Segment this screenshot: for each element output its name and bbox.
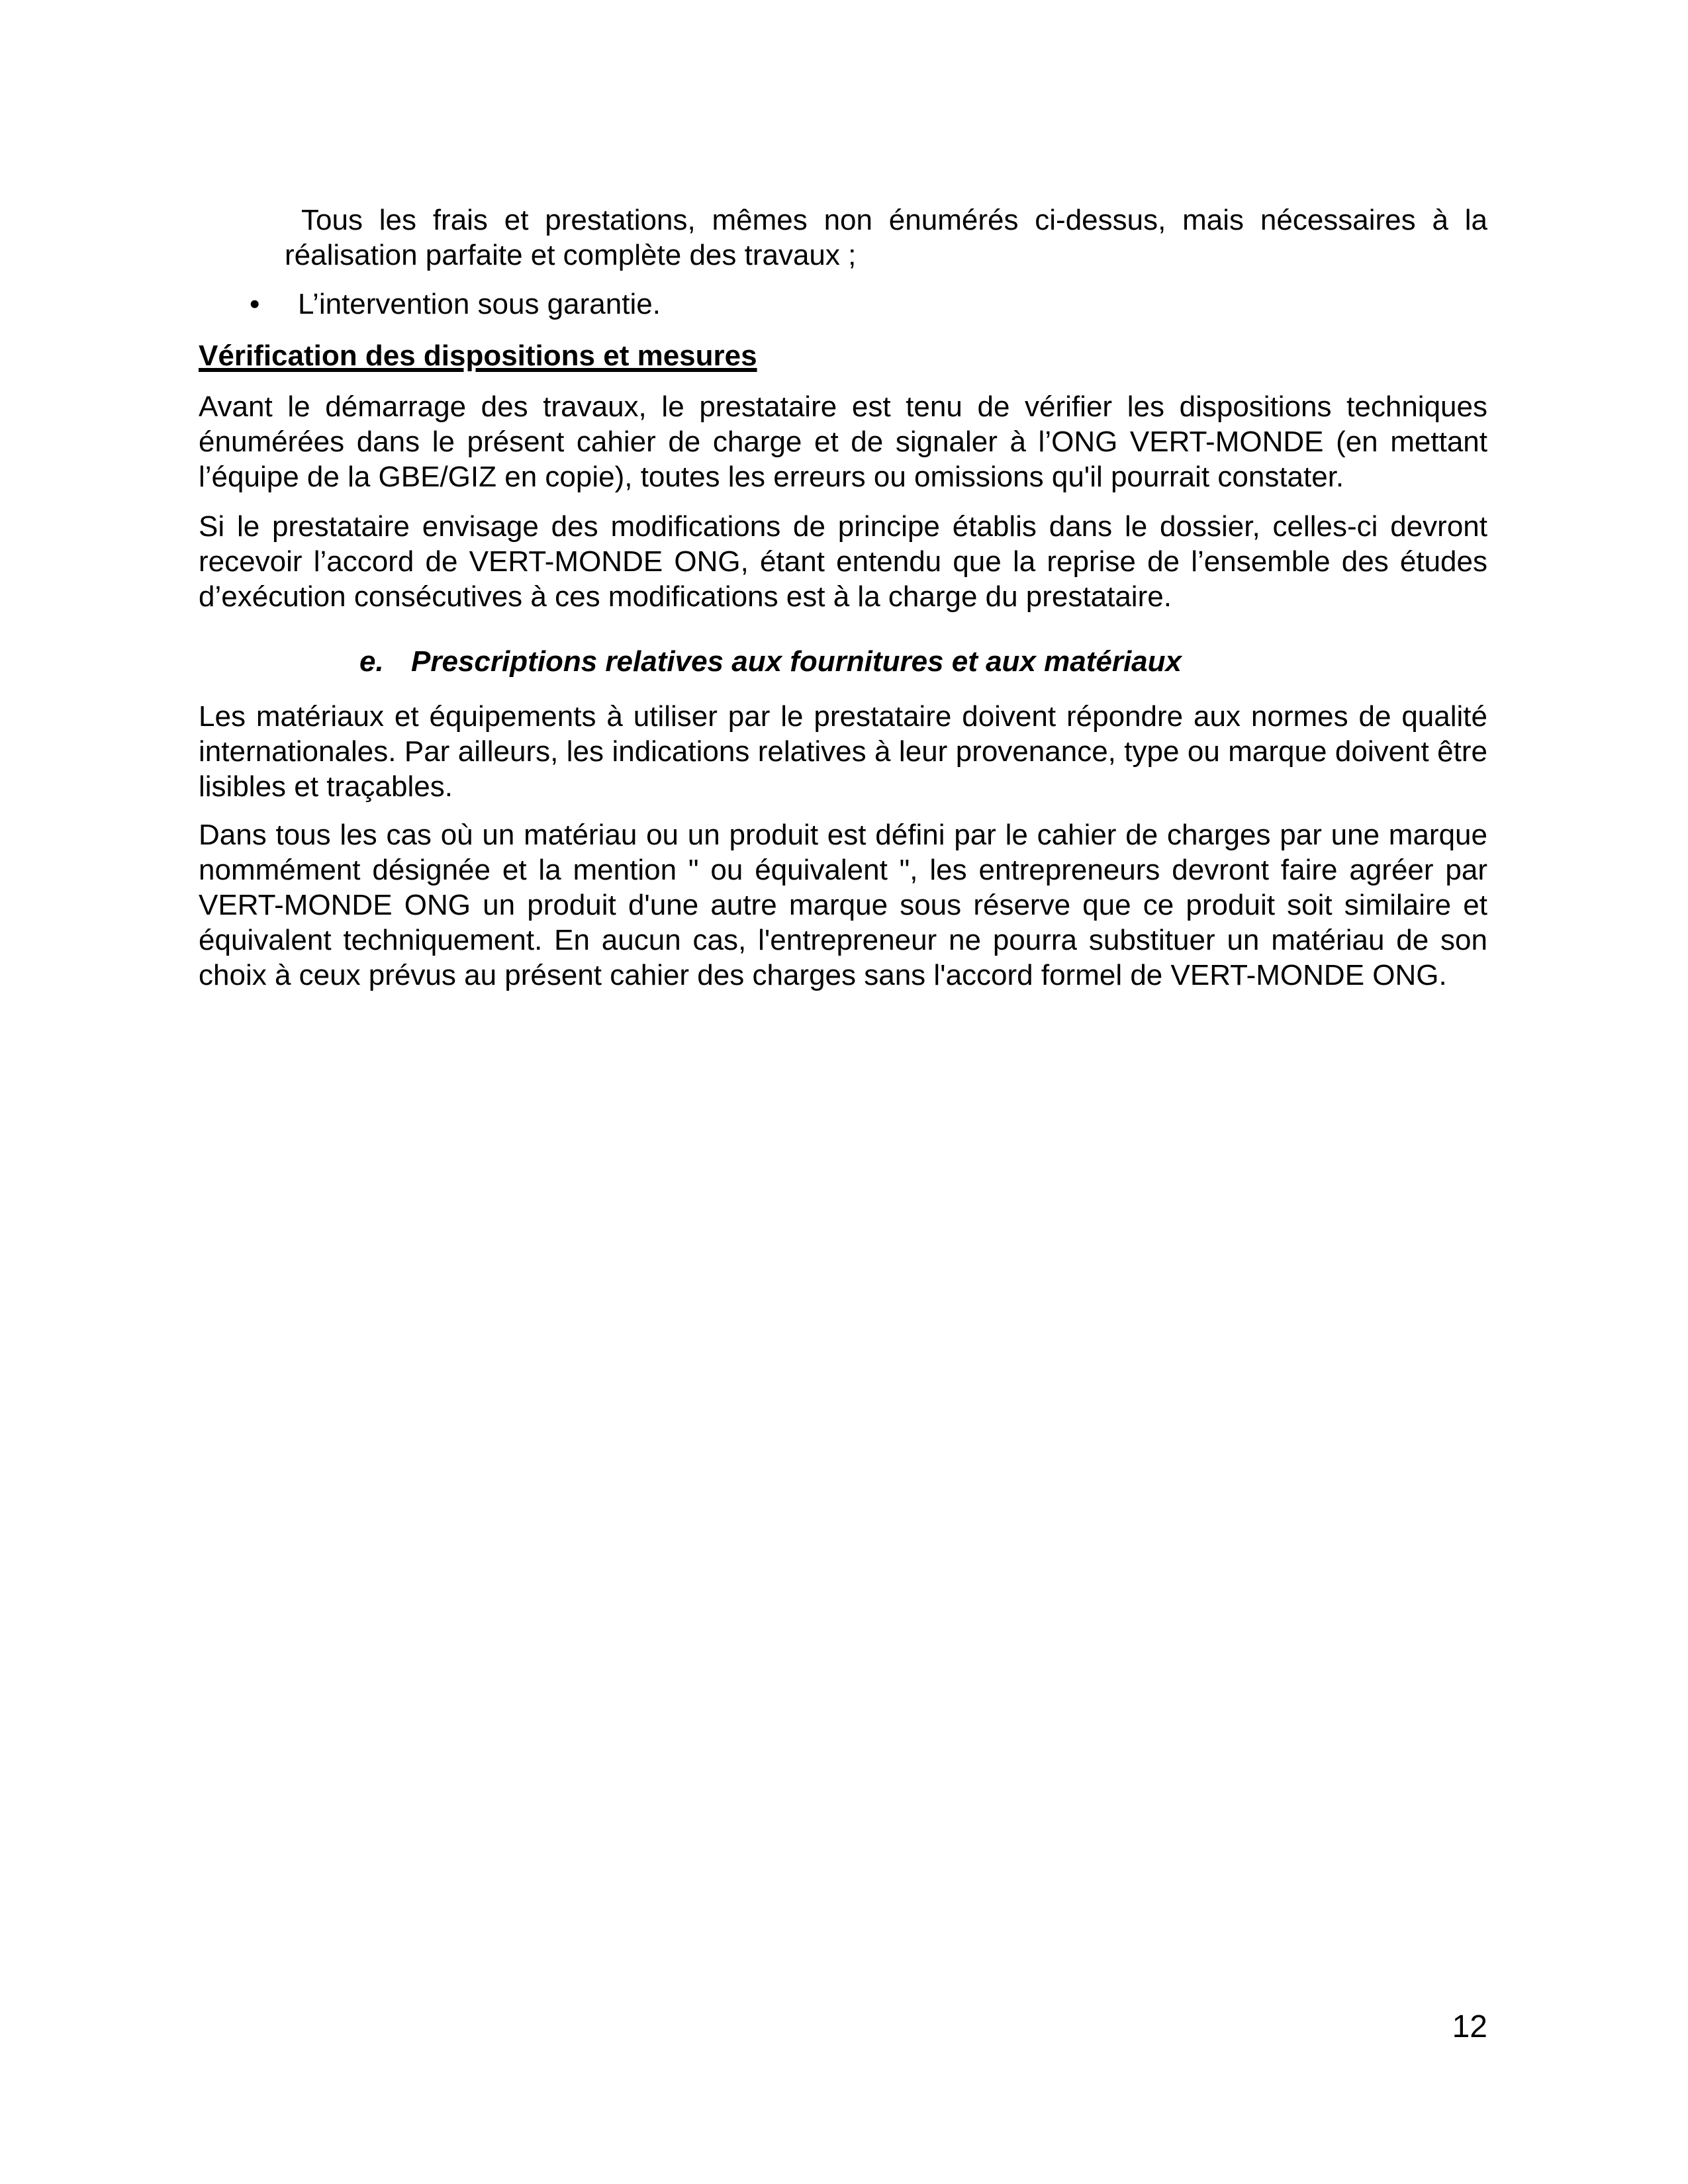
section-heading-prescriptions bbox=[359, 644, 1487, 679]
section-heading-verification bbox=[199, 338, 1487, 373]
page-number: 12 bbox=[1452, 2009, 1487, 2044]
bullet-item-text: L’intervention sous garantie. bbox=[298, 288, 661, 320]
bullet-list-item bbox=[199, 287, 1487, 322]
section-heading-prescriptions-text: Prescriptions relatives aux fournitures et aux matériaux bbox=[411, 645, 1182, 678]
paragraph-avant-demarrage: Avant le démarrage des travaux, le prestataire est tenu de vérifier les dispositions techniques énumérées dans le présent cahier de charge et de signaler à l’ONG VERT-MONDE (en mettant l’équipe de la GBE/GIZ en copie), toutes les erreurs ou omissions qu'il pourrait constater. bbox=[199, 390, 1487, 493]
paragraph-dans-tous-les-cas: Dans tous les cas où un matériau ou un produit est défini par le cahier de charges par une marque nommément désignée et la mention " ou équivalent ", les entrepreneurs devront faire agréer par VERT-MONDE ONG un produit d'une autre marque sous réserve que ce produit soit similaire et équivalent techniquement. En aucun cas, l'entrepreneur ne pourra substituer un matériau de son choix à ceux prévus au présent cahier des charges sans l'accord formel de VERT-MONDE ONG. bbox=[199, 819, 1487, 991]
section-marker-e: e. bbox=[359, 645, 384, 678]
bullet-icon: • bbox=[250, 288, 260, 320]
paragraph-continuation: Tous les frais et prestations, mêmes non énumérés ci-dessus, mais nécessaires à la réalisation parfaite et complète des travaux ; bbox=[285, 204, 1487, 271]
paragraph-si-prestataire: Si le prestataire envisage des modifications de principe établis dans le dossier, celles-ci devront recevoir l’accord de VERT-MONDE ONG, étant entendu que la reprise de l’ensemble des études d’exécution consécutives à ces modifications est à la charge du prestataire. bbox=[199, 510, 1487, 613]
document-body bbox=[199, 203, 1487, 993]
section-heading-verification-text: Vérification des dispositions et mesures bbox=[199, 340, 757, 372]
paragraph-materiaux: Les matériaux et équipements à utiliser par le prestataire doivent répondre aux normes de qualité internationales. Par ailleurs, les indications relatives à leur provenance, type ou marque doivent être lisibles et traçables. bbox=[199, 700, 1487, 803]
